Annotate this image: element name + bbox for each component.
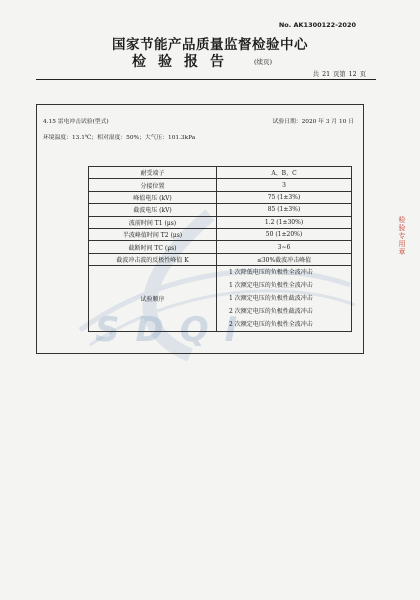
center-name: 国家节能产品质量监督检验中心 — [112, 37, 308, 53]
continued-note: (续页) — [254, 58, 273, 66]
test-parameters-table — [88, 166, 352, 332]
param-value: 3 — [217, 179, 352, 191]
param-label: 耐受端子 — [89, 167, 217, 179]
table-row — [89, 179, 352, 191]
table-row — [89, 228, 352, 240]
param-label: 波前时间 T1 (μs) — [89, 216, 217, 228]
table-row — [89, 191, 352, 203]
param-value: ≤30%截波冲击峰值 — [217, 253, 352, 265]
sequence-list — [217, 266, 352, 332]
environment-conditions: 环境温度：13.1℃；相对湿度：50%；大气压：101.3kPa — [43, 135, 196, 141]
test-date: 试验日期：2020 年 3 月 10 日 — [272, 119, 354, 125]
table-row — [89, 216, 352, 228]
param-value: 50 (1±20%) — [217, 228, 352, 240]
table-row — [89, 167, 352, 179]
param-label: 峰值电压 (kV) — [89, 191, 217, 203]
report-title: 检验报告 — [132, 54, 236, 70]
param-label: 半波峰值时间 T2 (μs) — [89, 228, 217, 240]
param-value: 3~6 — [217, 241, 352, 253]
report-number: No. AK1300122-2020 — [278, 21, 356, 29]
section-header — [43, 116, 354, 125]
param-value: 1.2 (1±30%) — [217, 216, 352, 228]
param-label: 截断时间 TC (μs) — [89, 241, 217, 253]
sequence-label: 试验顺序 — [89, 266, 217, 332]
param-value: 85 (1±3%) — [217, 204, 352, 216]
param-value: A、B、C — [217, 167, 352, 179]
page-count: 共 21 页第 12 页 — [312, 71, 366, 78]
sequence-item: 2 次额定电压的负极性全波冲击 — [229, 321, 313, 329]
table-row — [89, 241, 352, 253]
sequence-item: 2 次额定电压的负极性截波冲击 — [229, 308, 313, 316]
side-stamp: 检验专用章 — [398, 216, 406, 256]
table-row — [89, 253, 352, 265]
param-label: 截波电压 (kV) — [89, 204, 217, 216]
sequence-item: 1 次额定电压的负极性截波冲击 — [229, 295, 313, 303]
table-row — [89, 204, 352, 216]
param-label: 分接位置 — [89, 179, 217, 191]
header-rule — [36, 79, 376, 80]
section-title: 4.15 雷电冲击试验(型式) — [43, 119, 109, 125]
param-label: 截波冲击波的反极性峰值 K — [89, 253, 217, 265]
param-value: 75 (1±3%) — [217, 191, 352, 203]
sequence-item: 1 次降低电压的负极性全波冲击 — [229, 269, 313, 277]
sequence-item: 1 次额定电压的负极性全波冲击 — [229, 282, 313, 290]
table-row-sequence — [89, 266, 352, 332]
watermark-text: SDQI — [95, 310, 254, 350]
